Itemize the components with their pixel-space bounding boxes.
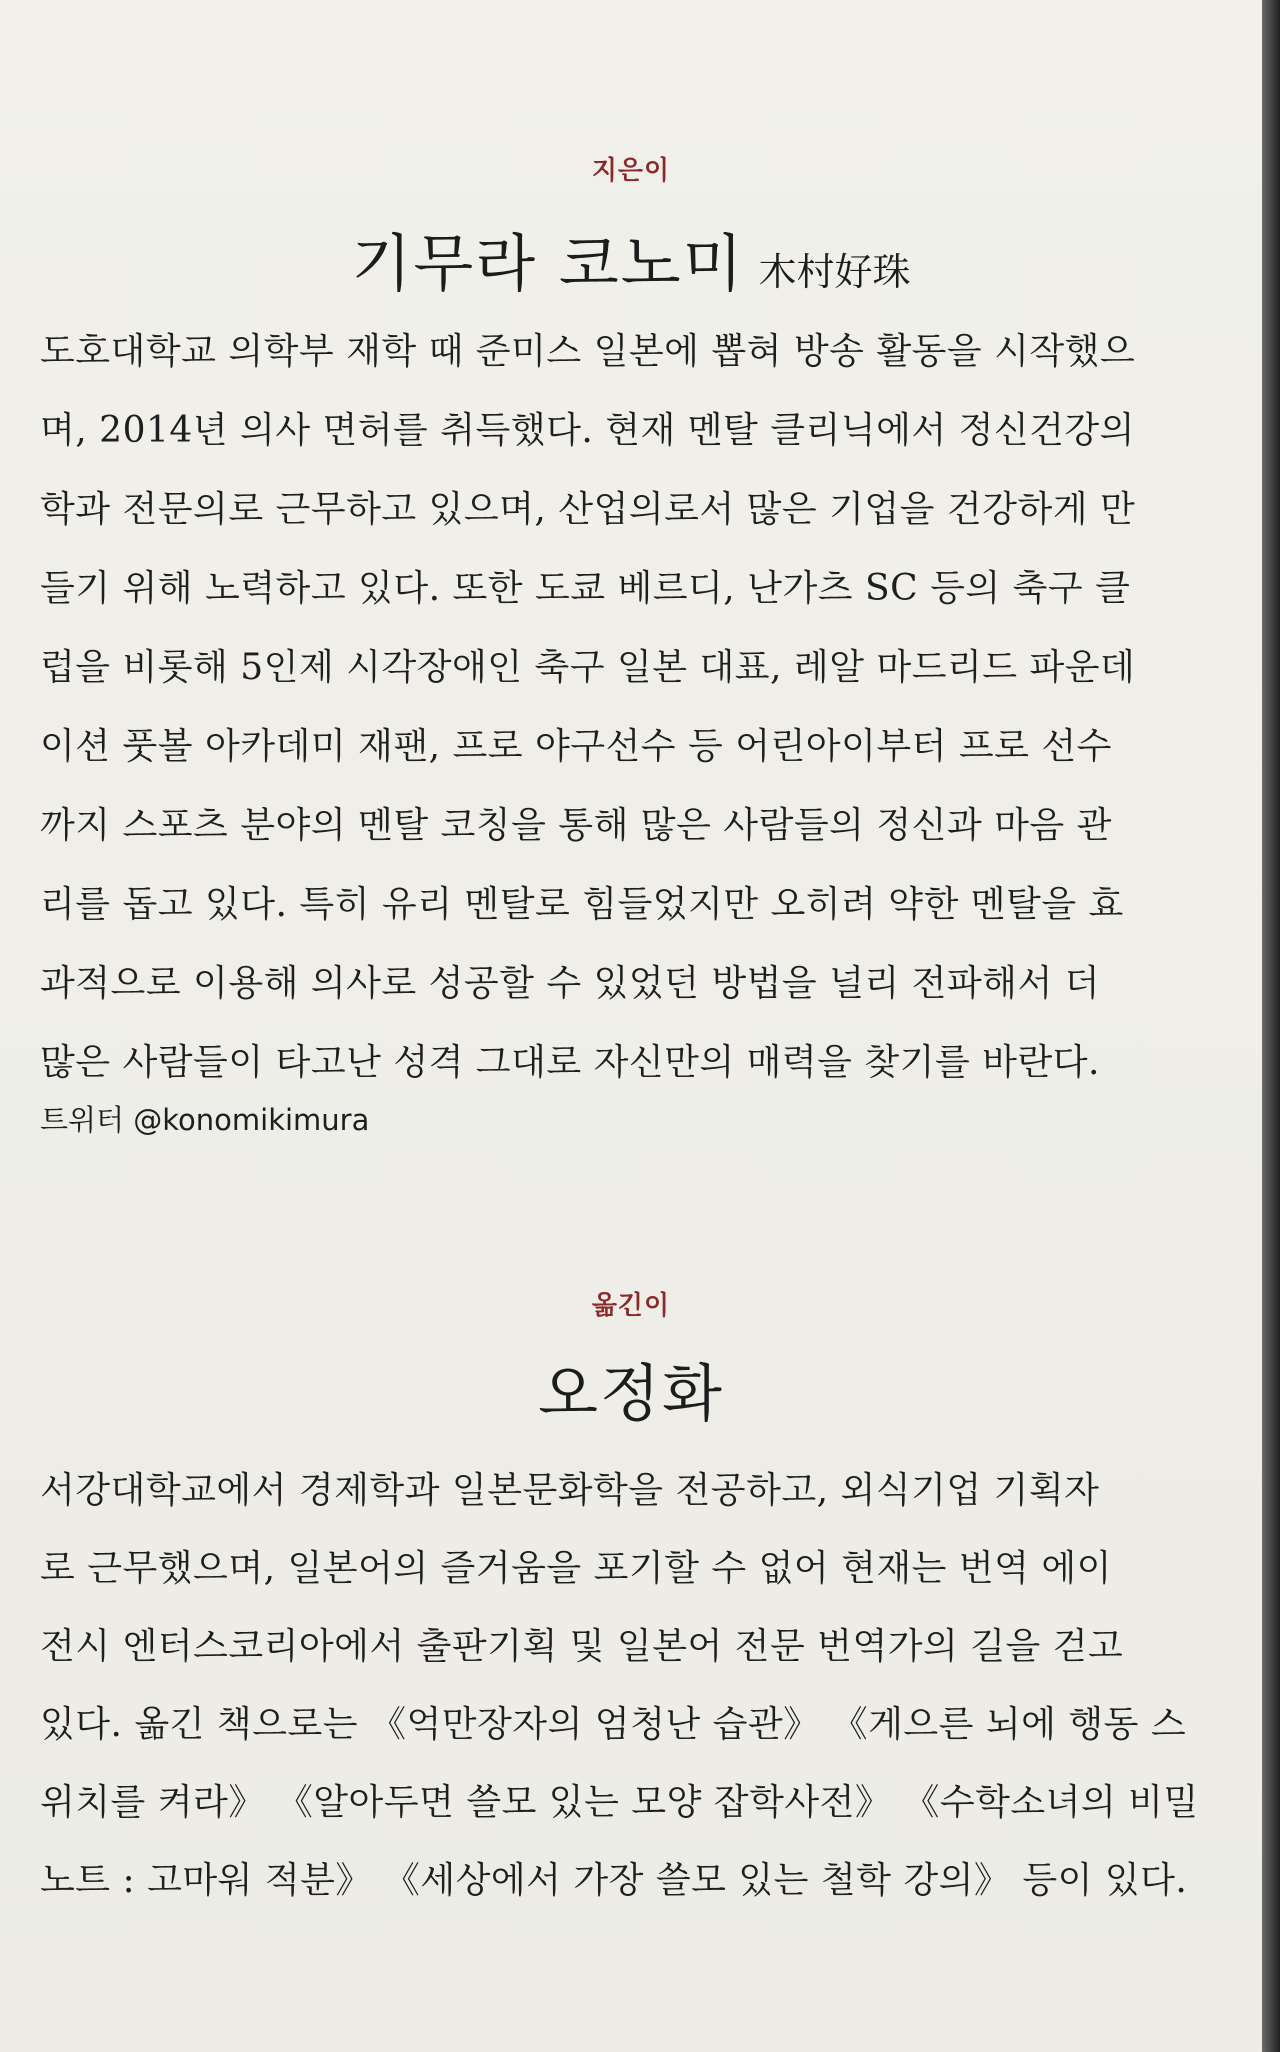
author-name-korean: 기무라 코노미 — [351, 227, 745, 300]
translator-bio-line: 서강대학교에서 경제학과 일본문화학을 전공하고, 외식기업 기획자 — [40, 1470, 1100, 1511]
author-twitter: 트위터 @konomikimura — [40, 1103, 370, 1137]
translator-bio-line: 위치를 켜라》 《알아두면 쓸모 있는 모양 잡학사전》 《수학소녀의 비밀 — [40, 1782, 1199, 1823]
author-bio-line: 많은 사람들이 타고난 성격 그대로 자신만의 매력을 찾기를 바란다. — [40, 1042, 1100, 1083]
author-bio-line: 럽을 비롯해 5인제 시각장애인 축구 일본 대표, 레알 마드리드 파운데 — [40, 647, 1136, 688]
author-bio-line: 며, 2014년 의사 면허를 취득했다. 현재 멘탈 클리닉에서 정신건강의 — [40, 410, 1135, 451]
author-bio-line: 들기 위해 노력하고 있다. 또한 도쿄 베르디, 난가츠 SC 등의 축구 클 — [40, 568, 1131, 609]
translator-name-korean: 오정화 — [538, 1357, 724, 1430]
translator-bio-line: 로 근무했으며, 일본어의 즐거움을 포기할 수 없어 현재는 번역 에이 — [40, 1548, 1112, 1589]
author-bio-line: 까지 스포츠 분야의 멘탈 코칭을 통해 많은 사람들의 정신과 마음 관 — [40, 805, 1112, 846]
author-bio-line: 도호대학교 의학부 재학 때 준미스 일본에 뽑혀 방송 활동을 시작했으 — [40, 331, 1136, 372]
translator-role-label: 옮긴이 — [591, 1291, 671, 1321]
author-bio — [40, 312, 1170, 1102]
translator-bio — [40, 1452, 1200, 1920]
author-name — [0, 214, 1262, 303]
author-bio-line: 과적으로 이용해 의사로 성공할 수 있었던 방법을 널리 전파해서 더 — [40, 963, 1100, 1004]
translator-bio-line: 있다. 옮긴 책으로는 《억만장자의 엄청난 습관》 《게으른 뇌에 행동 스 — [40, 1704, 1187, 1745]
translator-bio-line: 전시 엔터스코리아에서 출판기획 및 일본어 전문 번역가의 길을 걷고 — [40, 1626, 1124, 1667]
author-bio-line: 학과 전문의로 근무하고 있으며, 산업의로서 많은 기업을 건강하게 만 — [40, 489, 1136, 530]
book-edge-shadow — [1262, 0, 1280, 2052]
translator-name — [0, 1344, 1262, 1433]
author-name-japanese: 木村好珠 — [758, 250, 911, 294]
author-bio-line: 이션 풋볼 아카데미 재팬, 프로 야구선수 등 어린아이부터 프로 선수 — [40, 726, 1112, 767]
translator-bio-line: 노트 : 고마워 적분》 《세상에서 가장 쓸모 있는 철학 강의》 등이 있다. — [40, 1860, 1188, 1901]
author-role-label: 지은이 — [591, 156, 671, 186]
author-bio-line: 리를 돕고 있다. 특히 유리 멘탈로 힘들었지만 오히려 약한 멘탈을 효 — [40, 884, 1124, 925]
